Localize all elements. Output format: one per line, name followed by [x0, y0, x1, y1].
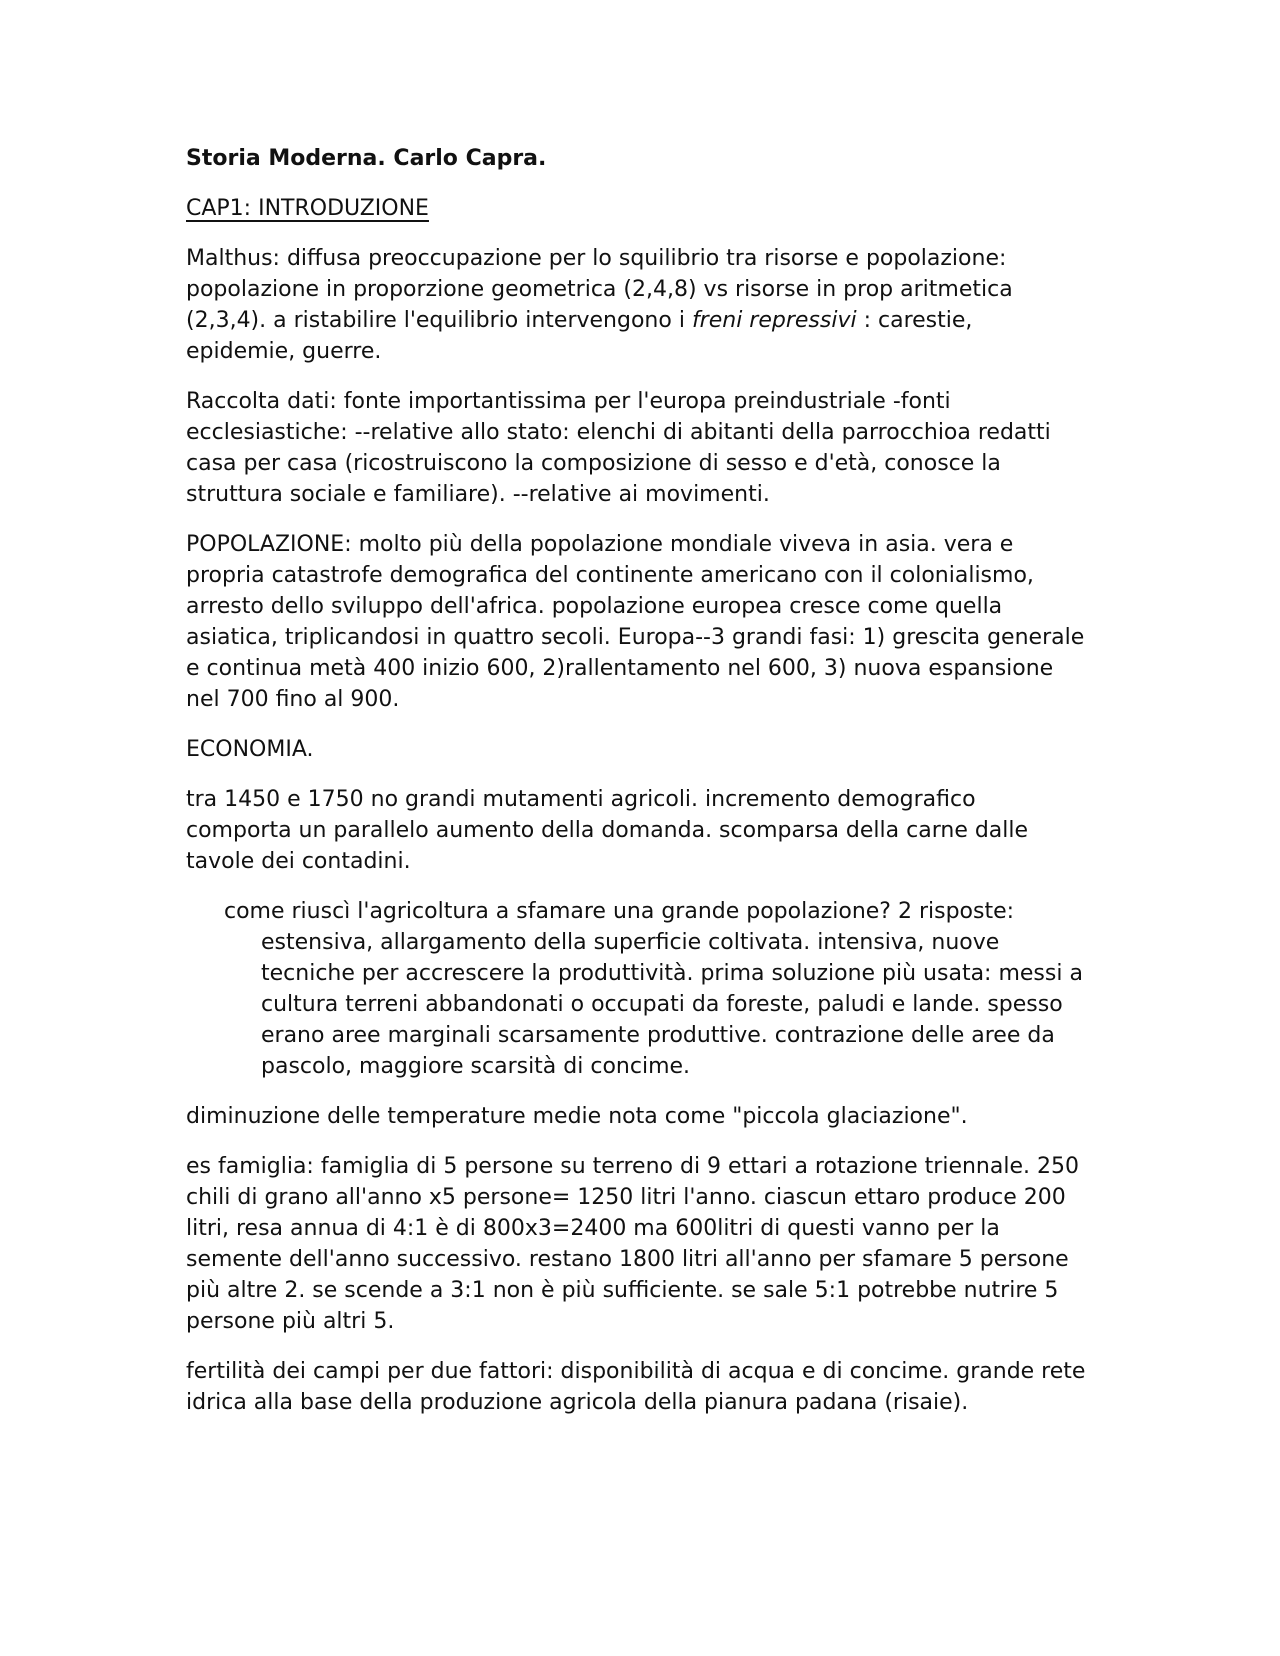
- paragraph-mutamenti-agricoli: tra 1450 e 1750 no grandi mutamenti agricoli. incremento demografico comporta un parallelo aumento della domanda. scomparsa della carne dalle tavole dei contadini.: [186, 787, 1029, 874]
- paragraph-malthus: [186, 243, 1086, 367]
- paragraph-raccolta-dati: Raccolta dati: fonte importantissima per l'europa preindustriale -fonti ecclesiastiche: --relative allo stato: elenchi di abitanti della parrocchioa redatti casa per casa (ricostruiscono la composizione di sesso e d'età, conosce la struttura sociale e familiare). --relative ai movimenti.: [186, 389, 1051, 507]
- paragraph-fertilita: fertilità dei campi per due fattori: disponibilità di acqua e di concime. grande rete idrica alla base della produzione agricola della pianura padana (risaie).: [186, 1359, 1086, 1415]
- document-title: Storia Moderna. Carlo Capra.: [186, 146, 547, 171]
- indented-continuation: estensiva, allargamento della superficie coltivata. intensiva, nuove tecniche per accrescere la produttività. prima soluzione più usata: messi a cultura terreni abbandonati o occupati da foreste, paludi e lande. spesso erano aree marginali scarsamente produttive. contrazione delle aree da pascolo, maggiore scarsità di concime.: [261, 930, 1083, 1079]
- paragraph-esempio-famiglia: es famiglia: famiglia di 5 persone su terreno di 9 ettari a rotazione triennale. 250 chili di grano all'anno x5 persone= 1250 litri l'anno. ciascun ettaro produce 200 litri, resa annua di 4:1 è di 800x3=2400 ma 600litri di questi vanno per la semente dell'anno successivo. restano 1800 litri all'anno per sfamare 5 persone più altre 2. se scende a 3:1 non è più sufficiente. se sale 5:1 potrebbe nutrire 5 persone più altri 5.: [186, 1154, 1079, 1334]
- paragraph-piccola-glaciazione: diminuzione delle temperature medie nota come "piccola glaciazione".: [186, 1104, 968, 1129]
- paragraph-popolazione: POPOLAZIONE: molto più della popolazione mondiale viveva in asia. vera e propria catastrofe demografica del continente americano con il colonialismo, arresto dello sviluppo dell'africa. popolazione europea cresce come quella asiatica, triplicandosi in quattro secoli. Europa--3 grandi fasi: 1) grescita generale e continua metà 400 inizio 600, 2)rallentamento nel 600, 3) nuova espansione nel 700 fino al 900.: [186, 532, 1085, 712]
- malthus-text-end: : carestie, epidemie, guerre.: [186, 308, 973, 364]
- malthus-italic-term: freni repressivi: [691, 308, 857, 333]
- indented-first-line: come riuscì l'agricoltura a sfamare una grande popolazione? 2 risposte:: [224, 899, 1015, 924]
- indented-paragraph-agricoltura: [186, 896, 1086, 1082]
- document-page: [186, 143, 1086, 1437]
- paragraph-economia-heading: ECONOMIA.: [186, 737, 314, 762]
- malthus-text-start: Malthus: diffusa preoccupazione per lo squilibrio tra risorse e popolazione: popolazione in proporzione geometrica (2,4,8) vs risorse in prop aritmetica (2,3,4). a ristabilire l'equilibrio intervengono i: [186, 246, 1013, 333]
- chapter-heading: CAP1: INTRODUZIONE: [186, 196, 429, 221]
